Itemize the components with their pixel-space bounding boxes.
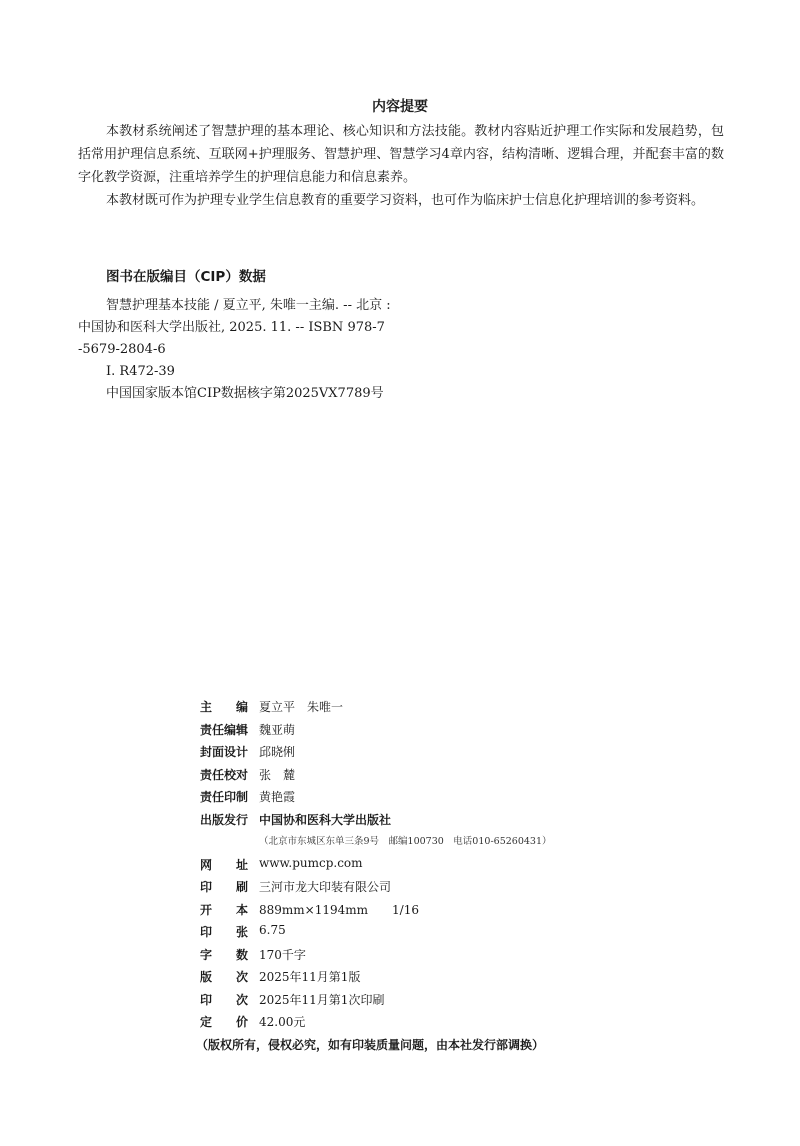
colophon-label-char: 责 (200, 790, 213, 804)
colophon-label-char: 任 (212, 767, 225, 782)
colophon-label (200, 901, 248, 918)
colophon (196, 698, 620, 1058)
summary-paragraph-1: 本教材系统阐述了智慧护理的基本理论、核心知识和方法技能。教材内容贴近护理工作实际和发展趋势，包括常用护理信息系统、互联网+护理服务、智慧护理、智慧学习4章内容，结构清晰、逻辑合理，并配套丰富的数字化教学资源，注重培养学生的护理信息能力和信息素养。 (78, 124, 724, 185)
colophon-label-char: 版 (200, 970, 213, 984)
colophon-label-char: 校 (224, 767, 237, 782)
colophon-label-char: 版 (212, 812, 225, 827)
colophon-label-char: 张 (235, 925, 248, 939)
colophon-row (200, 743, 620, 766)
colophon-label-char: 定 (200, 1015, 213, 1029)
colophon-label (200, 811, 248, 828)
colophon-row (200, 1013, 620, 1036)
colophon-label-char: 任 (212, 790, 225, 804)
colophon-row (200, 698, 620, 721)
summary-paragraph-2: 本教材既可作为护理专业学生信息教育的重要学习资料，也可作为临床护士信息化护理培训的参考资料。 (106, 193, 705, 208)
colophon-value: 170千字 (259, 947, 306, 962)
colophon-label (200, 968, 248, 985)
colophon-label-char: 次 (235, 992, 248, 1007)
publisher-address: （北京市东城区东单三条9号 邮编100730 电话010-65260431） (259, 836, 552, 847)
colophon-label-char: 责 (200, 722, 213, 737)
colophon-label-char: 封 (200, 745, 213, 759)
colophon-label (200, 991, 248, 1008)
colophon-label-char: 价 (235, 1015, 248, 1029)
colophon-value: 张 麓 (259, 767, 296, 782)
colophon-row (200, 946, 620, 969)
colophon-label-char: 对 (236, 767, 249, 782)
colophon-value: 中国协和医科大学出版社 (259, 812, 392, 827)
colophon-value: 2025年11月第1次印刷 (259, 992, 385, 1007)
colophon-label (200, 721, 248, 738)
colophon-value: 889mm×1194mm 1/16 (259, 902, 419, 917)
colophon-label (200, 743, 248, 760)
colophon-label-char: 开 (200, 902, 213, 917)
cip-heading: 图书在版编目（CIP）数据 (106, 269, 266, 285)
colophon-label-char: 面 (212, 745, 225, 759)
cip-line: Ⅰ. R472-39 (106, 364, 175, 379)
colophon-row (200, 901, 620, 924)
cip-record (78, 295, 478, 405)
colophon-row (200, 878, 620, 901)
colophon-label-char: 印 (200, 992, 213, 1007)
colophon-row (200, 856, 620, 879)
colophon-label (200, 698, 248, 715)
colophon-label-char: 责 (200, 767, 213, 782)
colophon-row (200, 991, 620, 1014)
cip-line: 智慧护理基本技能 / 夏立平, 朱唯一主编. -- 北京 : (106, 298, 391, 313)
colophon-label-char: 编 (235, 700, 248, 714)
colophon-row (200, 766, 620, 789)
colophon-value: 魏亚萌 (259, 722, 296, 737)
colophon-row (200, 721, 620, 744)
colophon-label (200, 788, 248, 805)
colophon-label-char: 计 (236, 745, 249, 759)
colophon-label-char: 印 (200, 880, 213, 894)
colophon-label-char: 数 (235, 947, 248, 962)
colophon-row (200, 788, 620, 811)
colophon-label-char: 刷 (235, 880, 248, 894)
colophon-value: 三河市龙大印装有限公司 (259, 880, 392, 894)
colophon-label-char: 任 (212, 722, 225, 737)
cip-line: 中国协和医科大学出版社, 2025. 11. -- ISBN 978-7 (78, 320, 385, 335)
colophon-row (200, 811, 620, 834)
colophon-row (200, 923, 620, 946)
colophon-label-char: 出 (200, 812, 213, 827)
colophon-value: 黄艳霞 (259, 790, 296, 804)
colophon-value: 邱晓俐 (259, 745, 296, 759)
colophon-label-char: 主 (200, 700, 213, 714)
colophon-label-char: 字 (200, 947, 213, 962)
colophon-label-char: 行 (236, 812, 249, 827)
cip-line: -5679-2804-6 (78, 342, 166, 357)
colophon-label (200, 946, 248, 963)
colophon-value: 42.00元 (259, 1015, 306, 1029)
colophon-value: 夏立平 朱唯一 (259, 700, 344, 714)
colophon-row (200, 968, 620, 991)
colophon-label-char: 辑 (236, 722, 249, 737)
colophon-label (200, 1013, 248, 1030)
colophon-value: www.pumcp.com (259, 855, 363, 870)
colophon-label (200, 856, 248, 873)
summary-title: 内容提要 (372, 99, 428, 115)
colophon-value: 2025年11月第1版 (259, 970, 361, 984)
colophon-label-char: 印 (200, 925, 213, 939)
colophon-label-char: 设 (224, 745, 237, 759)
colophon-value: 6.75 (259, 923, 286, 937)
colophon-label-char: 网 (200, 857, 213, 872)
summary-text (78, 120, 724, 212)
publisher-address-row (200, 833, 620, 856)
colophon-label-char: 印 (224, 790, 237, 804)
copyright-notice: （版权所有，侵权必究，如有印装质量问题，由本社发行部调换） (196, 1037, 545, 1052)
cip-line: 中国国家版本馆CIP数据核字第2025VX7789号 (106, 386, 384, 401)
colophon-label (200, 878, 248, 895)
colophon-label-char: 本 (235, 902, 248, 917)
colophon-label-char: 编 (224, 722, 237, 737)
colophon-label-char: 制 (236, 790, 249, 804)
colophon-label-char: 发 (224, 812, 237, 827)
colophon-label (200, 766, 248, 783)
colophon-label-char: 址 (235, 857, 248, 872)
colophon-label-char: 次 (235, 970, 248, 984)
colophon-label (200, 923, 248, 940)
